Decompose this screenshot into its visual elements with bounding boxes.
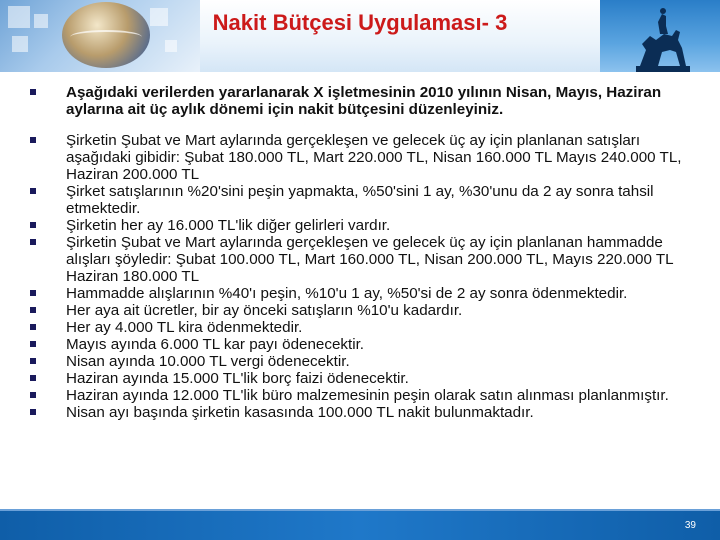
list-item: Nisan ayı başında şirketin kasasında 100.000 TL nakit bulunmaktadır. [30,404,690,421]
bullet-icon [30,188,36,194]
globe-banner-image [0,0,200,72]
bullet-icon [30,307,36,313]
list-item: Her ay 4.000 TL kira ödenmektedir. [30,319,690,336]
slide-footer [0,511,720,540]
page-title: Nakit Bütçesi Uygulaması- 3 [212,10,508,35]
bullet-icon [30,324,36,330]
slide-header [0,0,720,72]
bullet-list [30,84,690,421]
statue-banner-image [600,0,720,72]
list-item: Şirketin Şubat ve Mart aylarında gerçekleşen ve gelecek üç ay için planlanan satışları aşağıdaki gibidir: Şubat 180.000 TL, Mart 220.000 TL, Nisan 160.000 TL Mayıs 240.000 TL, Haziran 200.000 TL [30,132,690,183]
bullet-icon [30,341,36,347]
list-item: Aşağıdaki verilerden yararlanarak X işletmesinin 2010 yılının Nisan, Mayıs, Haziran aylarına ait üç aylık dönemi için nakit bütçesini düzenleyiniz. [30,84,690,118]
bullet-icon [30,358,36,364]
list-item: Haziran ayında 15.000 TL'lik borç faizi ödenecektir. [30,370,690,387]
list-item: Hammadde alışlarının %40'ı peşin, %10'u 1 ay, %50'si de 2 ay sonra ödenmektedir. [30,285,690,302]
list-item: Şirketin Şubat ve Mart aylarında gerçekleşen ve gelecek üç ay için planlanan hammadde alışları şöyledir: Şubat 100.000 TL, Mart 160.000 TL, Nisan 200.000 TL, Mayıs 220.000 TL Haziran 180.000 TL [30,234,690,285]
list-item: Haziran ayında 12.000 TL'lik büro malzemesinin peşin olarak satın alınması planlanmıştır. [30,387,690,404]
bullet-icon [30,409,36,415]
list-item: Mayıs ayında 6.000 TL kar payı ödenecektir. [30,336,690,353]
page-number: 39 [684,520,696,531]
bullet-icon [30,375,36,381]
list-item: Şirketin her ay 16.000 TL'lik diğer gelirleri vardır. [30,217,690,234]
list-item: Şirket satışlarının %20'sini peşin yapmakta, %50'sini 1 ay, %30'unu da 2 ay sonra tahsil etmektedir. [30,183,690,217]
bullet-icon [30,89,36,95]
bullet-icon [30,137,36,143]
bullet-icon [30,222,36,228]
bullet-icon [30,239,36,245]
bullet-icon [30,290,36,296]
list-item: Nisan ayında 10.000 TL vergi ödenecektir. [30,353,690,370]
bullet-icon [30,392,36,398]
equestrian-statue-icon [600,0,720,72]
list-item: Her aya ait ücretler, bir ay önceki satışların %10'u kadardır. [30,302,690,319]
